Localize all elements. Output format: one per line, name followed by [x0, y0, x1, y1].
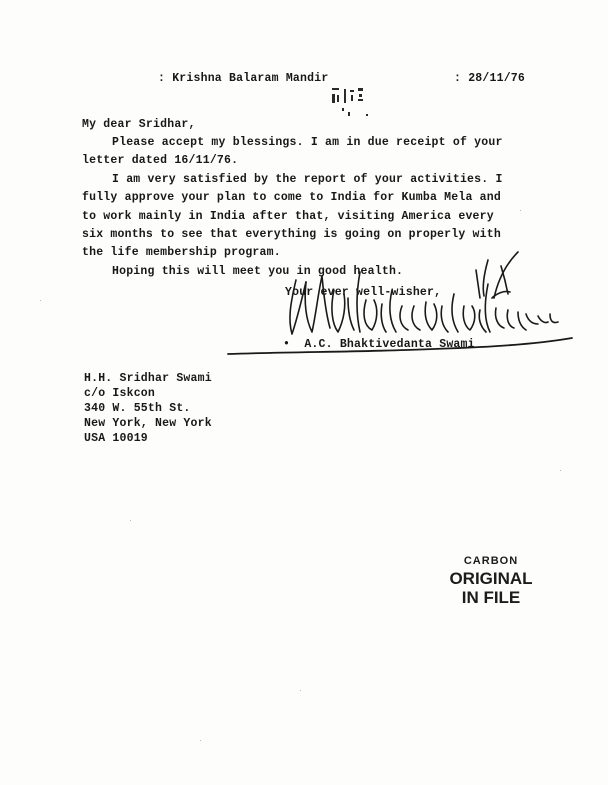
recipient-line-1: H.H. Sridhar Swami [84, 372, 212, 385]
body-line-3: I am very satisfied by the report of your activities. I [112, 173, 503, 186]
stamp-line-in-file: IN FILE [461, 588, 521, 607]
body-line-2: letter dated 16/11/76. [82, 154, 239, 167]
body-line-7: the life membership program. [82, 246, 281, 259]
letter-closing: Your ever well-wisher, [285, 286, 442, 299]
signatory-name-text: A.C. Bhaktivedanta Swami [304, 338, 475, 351]
scan-speck [560, 470, 561, 471]
letter-date: : 28/11/76 [454, 72, 526, 85]
signatory-name: • A.C. Bhaktivedanta Swami [283, 338, 475, 351]
scan-speck [200, 740, 201, 741]
file-mark-graphic [328, 86, 388, 124]
scan-speck [300, 690, 301, 691]
carbon-original-stamp [446, 556, 536, 606]
letter-salutation: My dear Sridhar, [82, 118, 196, 131]
stamp-line-carbon: CARBON [463, 555, 519, 567]
scan-speck [520, 210, 521, 211]
recipient-line-3: 340 W. 55th St. [84, 402, 191, 415]
recipient-line-5: USA 10019 [84, 432, 148, 445]
body-line-6: six months to see that everything is going on properly with [82, 228, 501, 241]
letterhead-location: : Krishna Balaram Mandir [158, 72, 329, 85]
body-line-5: to work mainly in India after that, visiting America every [82, 210, 494, 223]
body-line-8: Hoping this will meet you in good health. [112, 265, 404, 278]
scan-speck [130, 520, 131, 521]
scan-speck [40, 300, 41, 301]
body-line-4: fully approve your plan to come to India for Kumba Mela and [82, 191, 501, 204]
stamp-line-original: ORIGINAL [449, 569, 533, 588]
body-line-1: Please accept my blessings. I am in due receipt of your [112, 136, 503, 149]
recipient-line-2: c/o Iskcon [84, 387, 156, 400]
recipient-line-4: New York, New York [84, 417, 212, 430]
